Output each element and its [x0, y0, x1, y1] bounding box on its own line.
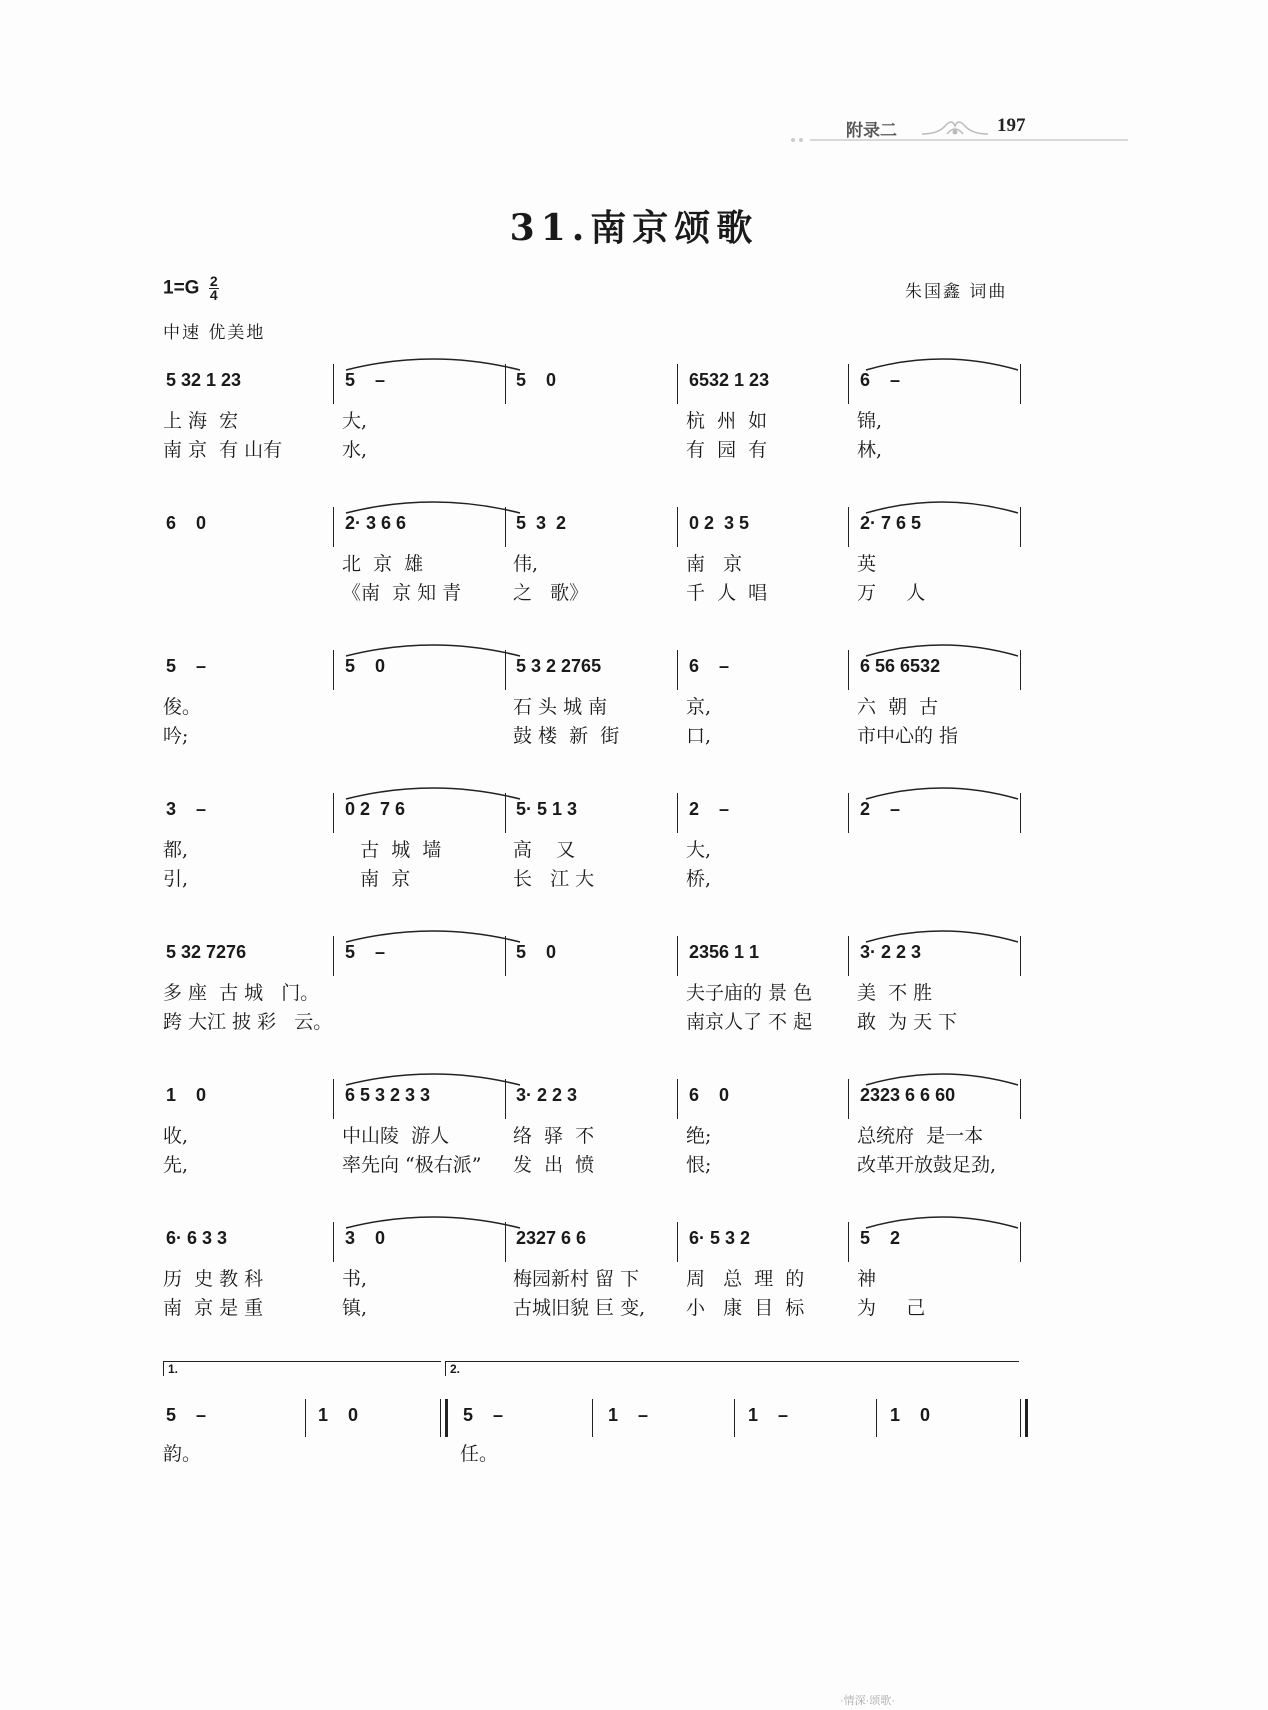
slur-marks: [0, 348, 1268, 378]
measure-notes: 3 –: [166, 799, 207, 819]
measure-notes: 6532 1 23: [689, 370, 770, 390]
lyric-segment: 韵。: [163, 1443, 202, 1465]
appendix-label: 附录二: [846, 121, 897, 140]
volta-label: 2.: [450, 1362, 461, 1376]
lyric-segment: 高 又: [513, 839, 576, 861]
lyric-segment: 小 康 目 标: [686, 1297, 805, 1319]
lyric-segment: 络 驿 不: [513, 1125, 595, 1147]
measure-notes: 5 –: [166, 656, 207, 676]
lyric-segment: 为 己: [857, 1297, 926, 1319]
lyric-segment: 林,: [857, 439, 883, 461]
time-bottom: 4: [209, 287, 218, 303]
measure-notes: 5 0: [516, 370, 557, 390]
lyric-segment: 长 江 大: [513, 868, 595, 890]
measure-notes: 1 0: [166, 1085, 207, 1105]
measure-notes: 3· 2 2 3: [860, 942, 922, 962]
lyric-segment: 桥,: [686, 868, 712, 890]
measure-notes: 6· 6 3 3: [166, 1228, 228, 1248]
lyric-segment: 梅园新村 留 下: [513, 1268, 640, 1290]
lyric-segment: 市中心的 指: [857, 725, 959, 747]
lyric-segment: 万 人: [857, 582, 926, 604]
credit: 朱国鑫 词曲: [905, 282, 1008, 302]
lyric-segment: 杭 州 如: [686, 410, 768, 432]
time-top: 2: [209, 273, 218, 289]
lyric-segment: 鼓 楼 新 街: [513, 725, 620, 747]
measure-notes: 6 0: [166, 513, 207, 533]
measure-notes: 2 –: [689, 799, 730, 819]
measure-notes: 6 –: [689, 656, 730, 676]
measure-notes: 0 2 7 6: [345, 799, 406, 819]
bar-line: [440, 1399, 448, 1437]
slur-marks: [0, 1206, 1268, 1236]
measure-notes: 5 –: [166, 1405, 207, 1425]
lyric-segment: 六 朝 古: [857, 696, 939, 718]
measure-notes: 0 2 3 5: [689, 513, 750, 533]
lyric-segment: 南 京: [342, 868, 411, 890]
bar-line: [305, 1399, 306, 1437]
lyric-segment: 有 园 有: [686, 439, 768, 461]
measure-notes: 5 32 7276: [166, 942, 247, 962]
volta-label: 1.: [168, 1362, 179, 1376]
lyric-segment: 中山陵 游人: [342, 1125, 450, 1147]
lyric-segment: 夫子庙的 景 色: [686, 982, 813, 1004]
bar-line: [734, 1399, 735, 1437]
lyric-segment: 水,: [342, 439, 368, 461]
bar-line: [592, 1399, 593, 1437]
lyric-segment: 伟,: [513, 553, 539, 575]
slur-marks: [0, 1063, 1268, 1093]
lyric-segment: 石 头 城 南: [513, 696, 608, 718]
measure-notes: 5 3 2 2765: [516, 656, 602, 676]
lyric-segment: 发 出 愤: [513, 1154, 595, 1176]
measure-notes: 2· 3 6 6: [345, 513, 407, 533]
lyric-segment: 恨;: [686, 1154, 712, 1176]
lyric-segment: 英: [857, 553, 877, 575]
measure-notes: 1 0: [890, 1405, 931, 1425]
measure-notes: 1 0: [318, 1405, 359, 1425]
measure-notes: 5 –: [463, 1405, 504, 1425]
bar-line: [1020, 1399, 1028, 1437]
song-title: 31.南京颂歌: [509, 207, 759, 249]
slur-marks: [0, 491, 1268, 521]
lyric-segment: 古城旧貌 巨 变,: [513, 1297, 646, 1319]
lyric-segment: 率先向 “极右派”: [342, 1154, 482, 1176]
footer-tag: ·情深·颂歌·: [840, 1695, 895, 1707]
slur-marks: [0, 634, 1268, 664]
measure-notes: 3 0: [345, 1228, 386, 1248]
lyric-segment: 南 京 有 山有: [163, 439, 283, 461]
measure-notes: 5 0: [516, 942, 557, 962]
lyric-segment: 南 京 是 重: [163, 1297, 264, 1319]
lyric-segment: 大,: [686, 839, 712, 861]
measure-notes: 6 –: [860, 370, 901, 390]
tempo-marking: 中速 优美地: [163, 323, 266, 343]
lyric-segment: 多 座 古 城 门。: [163, 982, 320, 1004]
measure-notes: 2323 6 6 60: [860, 1085, 956, 1105]
measure-notes: 5 –: [345, 370, 386, 390]
measure-notes: 6· 5 3 2: [689, 1228, 751, 1248]
lyric-segment: 美 不 胜: [857, 982, 933, 1004]
lyric-segment: 古 城 墙: [342, 839, 442, 861]
lyric-segment: 都,: [163, 839, 189, 861]
lyric-segment: 跨 大江 披 彩 云。: [163, 1011, 333, 1033]
measure-notes: 5 3 2: [516, 513, 567, 533]
slur-marks: [0, 777, 1268, 807]
lyric-segment: 书,: [342, 1268, 368, 1290]
lyric-segment: 先,: [163, 1154, 189, 1176]
lyric-segment: 南京人了 不 起: [686, 1011, 813, 1033]
measure-notes: 2356 1 1: [689, 942, 760, 962]
measure-notes: 5· 5 1 3: [516, 799, 578, 819]
measure-notes: 5 0: [345, 656, 386, 676]
measure-notes: 5 2: [860, 1228, 901, 1248]
lyric-segment: 神: [857, 1268, 877, 1290]
measure-notes: 5 –: [345, 942, 386, 962]
lyric-segment: 引,: [163, 868, 189, 890]
lyric-segment: 历 史 教 科: [163, 1268, 264, 1290]
lyric-segment: 京,: [686, 696, 712, 718]
measure-notes: 6 56 6532: [860, 656, 941, 676]
volta-bracket: [445, 1361, 1019, 1376]
measure-notes: 1 –: [748, 1405, 789, 1425]
slur-marks: [0, 920, 1268, 950]
page-number: 197: [997, 115, 1026, 136]
lyric-segment: 总统府 是一本: [857, 1125, 984, 1147]
lyric-segment: 敢 为 天 下: [857, 1011, 958, 1033]
measure-notes: 6 5 3 2 3 3: [345, 1085, 431, 1105]
lyric-segment: 绝;: [686, 1125, 712, 1147]
lyric-segment: 俊。: [163, 696, 202, 718]
measure-notes: 2 –: [860, 799, 901, 819]
measure-notes: 2· 7 6 5: [860, 513, 922, 533]
lyric-segment: 《南 京 知 青: [342, 582, 462, 604]
lyric-segment: 之 歌》: [513, 582, 589, 604]
measure-notes: 3· 2 2 3: [516, 1085, 578, 1105]
lyric-segment: 口,: [686, 725, 712, 747]
measure-notes: 2327 6 6: [516, 1228, 587, 1248]
bar-line: [876, 1399, 877, 1437]
volta-bracket: [163, 1361, 441, 1376]
lyric-segment: 千 人 唱: [686, 582, 768, 604]
lyric-segment: 吟;: [163, 725, 189, 747]
measure-notes: 6 0: [689, 1085, 730, 1105]
lyric-segment: 周 总 理 的: [686, 1268, 805, 1290]
lyric-segment: 北 京 雄: [342, 553, 424, 575]
lyric-segment: 锦,: [857, 410, 883, 432]
measure-notes: 1 –: [608, 1405, 649, 1425]
lyric-segment: 改革开放鼓足劲,: [857, 1154, 997, 1176]
lyric-segment: 任。: [460, 1443, 499, 1465]
lyric-segment: 南 京: [686, 553, 743, 575]
measure-notes: 5 32 1 23: [166, 370, 242, 390]
lyric-segment: 收,: [163, 1125, 189, 1147]
lyric-segment: 镇,: [342, 1297, 368, 1319]
lyric-segment: 上 海 宏: [163, 410, 239, 432]
key-text: 1=G: [163, 277, 200, 299]
lyric-segment: 大,: [342, 410, 368, 432]
